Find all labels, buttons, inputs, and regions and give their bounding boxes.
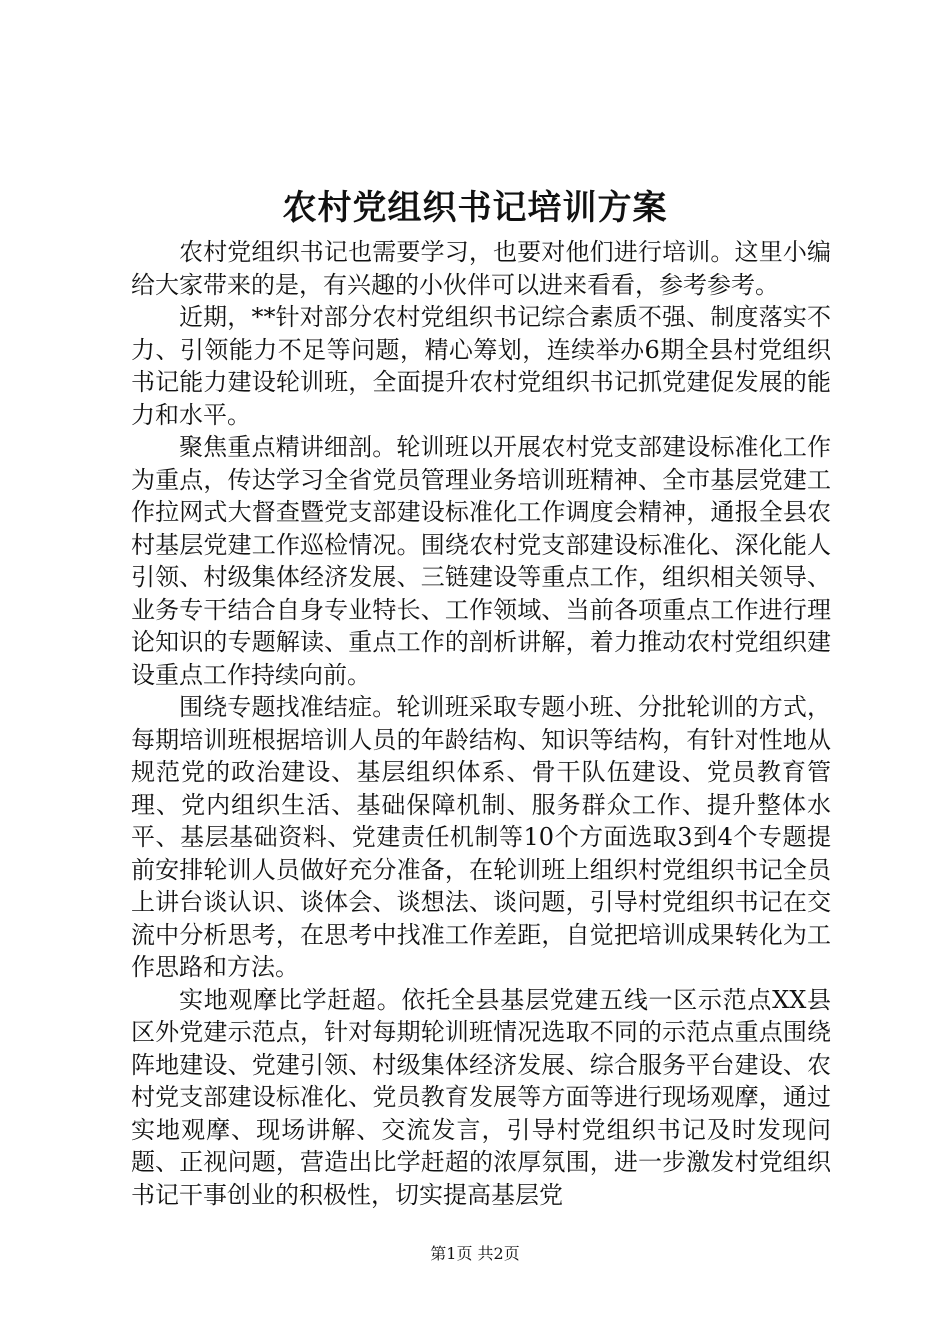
page-footer: 第1页 共2页 [430,1244,520,1263]
paragraph-observation: 实地观摩比学赶超。依托全县基层党建五线一区示范点XX县区外党建示范点，针对每期轮训班情况选取不同的示范点重点围绕阵地建设、党建引领、村级集体经济发展、综合服务平台建设、农村党支部建设标准化、党员教育发展等方面等进行现场观摩，通过实地观摩、现场讲解、交流发言，引导村党组织书记及时发现问题、正视问题，营造出比学赶超的浓厚氛围，进一步激发村党组织书记干事创业的积极性，切实提高基层党 [131,985,831,1209]
document-body [131,236,831,1211]
paragraph-topics: 围绕专题找准结症。轮训班采取专题小班、分批轮训的方式，每期培训班根据培训人员的年龄结构、知识等结构，有针对性地从规范党的政治建设、基层组织体系、骨干队伍建设、党员教育管理、党内组织生活、基础保障机制、服务群众工作、提升整体水平、基层基础资料、党建责任机制等10个方面选取3到4个专题提前安排轮训人员做好充分准备，在轮训班上组织村党组织书记全员上讲台谈认识、谈体会、谈想法、谈问题，引导村党组织书记在交流中分析思考，在思考中找准工作差距，自觉把培训成果转化为工作思路和方法。 [131,693,831,981]
paragraph-focus: 聚焦重点精讲细剖。轮训班以开展农村党支部建设标准化工作为重点，传达学习全省党员管理业务培训班精神、全市基层党建工作拉网式大督查暨党支部建设标准化工作调度会精神，通报全县农村基层党建工作巡检情况。围绕农村党支部建设标准化、深化能人引领、村级集体经济发展、三链建设等重点工作，组织相关领导、业务专干结合自身专业特长、工作领域、当前各项重点工作进行理论知识的专题解读、重点工作的剖析讲解，着力推动农村党组织建设重点工作持续向前。 [131,433,831,689]
document-title: 农村党组织书记培训方案 [282,188,668,228]
paragraph-background: 近期，**针对部分农村党组织书记综合素质不强、制度落实不力、引领能力不足等问题，精心筹划，连续举办6期全县村党组织书记能力建设轮训班，全面提升农村党组织书记抓党建促发展的能力和水平。 [131,303,831,429]
paragraph-intro: 农村党组织书记也需要学习，也要对他们进行培训。这里小编给大家带来的是，有兴趣的小伙伴可以进来看看，参考参考。 [131,238,831,299]
